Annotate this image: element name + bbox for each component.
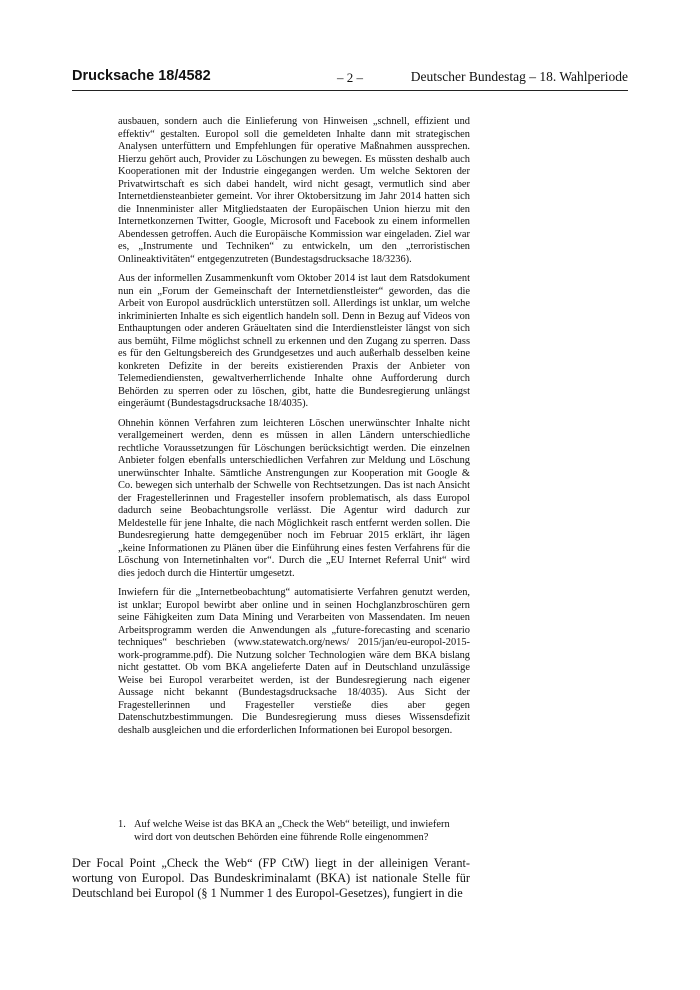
question-1 [118,819,470,844]
paragraph: ausbauen, sondern auch die Einlieferung von Hinweisen „schnell, effizient und effektiv“ gestalten. Europol soll die gemeldeten Inhalte dann mit strategischen Analysen unterfüttern und Empfehlungen für operative Maßnahmen aussprechen. Hierzu gehört auch, Provider zu Löschungen zu bewegen. Es müssten deshalb auch Kooperationen mit der Industrie eingegangen werden. Um welche Sektoren der Privatwirtschaft es sich dabei handelt, wird nicht gesagt, vermutlich sind aber Internetdiensteanbieter gemeint. Vor ihrer Oktobersitzung im Jahr 2014 hatten sich die Innenminister aller Mitgliedstaaten der Europäischen Union hierzu mit den Internetkonzernen Twitter, Google, Microsoft und Facebook zu einem informellen Abendessen getroffen. Auch die Europäische Kommission war eingeladen. Ziel war es, „Instrumente und Techniken“ zu entwickeln, um den „terroristischen Onlineaktivitäten“ entgegenzutreten (Bundestagsdrucksache 18/3236). [118,116,470,265]
answer-1 [72,856,470,902]
question-number: 1. [118,819,126,830]
page-number: – 2 – [337,70,363,85]
paragraph: Aus der informellen Zusammenkunft vom Oktober 2014 ist laut dem Ratsdokument nun ein „Forum der Gemeinschaft der Internetdienstleister“ geworden, das die Arbeit von Europol ausdrücklich unterstützen soll. Allerdings ist unklar, um welche inkriminierten Inhalte es sich eigentlich handeln soll. Denn in Bezug auf Videos von Enthauptungen oder anderen Gräueltaten sind die Interdienstleister längst von sich aus bemüht, Filme möglichst schnell zu erkennen und den Zugang zu sperren. Dass es für den Geltungsbereich des Grundgesetzes und auch außerhalb desselben keine konkreten Defizite in der bereits existierenden Praxis der Anbieter von Telemediendiensten, gewaltverherrlichende Inhalte ohne Aufforderung durch Behörden zu sperren oder zu löschen, gibt, hatte die Bundesregierung unlängst eingeräumt (Bundestagsdrucksache 18/4035). [118,273,470,409]
document-label: Drucksache 18/ [72,68,179,84]
page-header [72,66,628,91]
question-text: Auf welche Weise ist das BKA an „Check the Web“ beteiligt, und inwiefern wird dort von deutschen Behörden eine führende Rolle eingenommen? [134,819,450,843]
parliament-title: Deutscher Bundestag – 18. Wahlperiode [410,69,628,84]
paragraph: Inwiefern für die „Internetbeobachtung“ automatisierte Verfahren genutzt werden, ist unklar; Europol bewirbt aber online und in seinen Hochglanzbroschüren gern seine Fähigkeiten zum Data Mining und Verarbeiten von Massendaten. Im neuen Arbeitsprogramm werden die Anwendungen als „future-forecasting and scenario techniques“ beschrieben (www.statewatch.org/news/ 2015/jan/eu-europol-2015-work-programme.pdf). Die Nutzung solcher Technologien wäre dem BKA bislang nicht gestattet. Ob vom BKA angelieferte Daten auf in Deutschland unzulässige Weise bei Europol verarbeitet werden, ist der Bundesregierung nach eigener Aussage nicht bekannt (Bundestagsdrucksache 18/4035). Aus Sicht der Fragestellerinnen und Fragesteller verstieße dies aber gegen Datenschutzbestimmungen. Die Bundesregierung muss dieses Wissensdefizit deshalb ausgleichen und die erforderlichen Informationen bei Europol besorgen. [118,587,470,736]
paragraph: Ohnehin können Verfahren zum leichteren Löschen unerwünschter Inhalte nicht verallgemeinert werden, denn es müssen in allen Ländern unterschiedliche rechtliche Voraussetzungen für Löschungen berücksichtigt werden. Die einzelnen Anbieter folgen ebenfalls unterschiedlichen Verfahren zur Meldung und Löschung unerwünschter Inhalte. Sämtliche Anstrengungen zur Kooperation mit Google & Co. bewegen sich unterhalb der Schwelle von Rechtsetzungen. Das ist nach Ansicht der Fragestellerinnen und Fragesteller insofern problematisch, als dass Europol dadurch seine Beobachtungsrolle verlässt. Die Agentur wird dadurch zur Meldestelle für jene Inhalte, die nach Möglichkeit rasch entfernt werden sollen. Die Bundesregierung hatte demgegenüber noch im Februar 2015 erklärt, ihr lägen „keine Informationen zu Plänen über die Einführung eines festen Verfahrens für die Löschung von Internetinhalten vor“. Durch die „EU Internet Referral Unit“ wird dies jedoch durch die Hintertür umgesetzt. [118,417,470,579]
document-number-value: 4582 [178,68,211,84]
preamble-text [118,116,470,744]
answer-text: Der Focal Point „Check the Web“ (FP CtW) liegt in der alleinigen Verantwortung von Europol. Das Bundeskriminalamt (BKA) ist nationale Stelle für Deutschland bei Europol (§ 1 Nummer 1 des Europol-Gesetzes), fungiert in die [72,856,470,901]
